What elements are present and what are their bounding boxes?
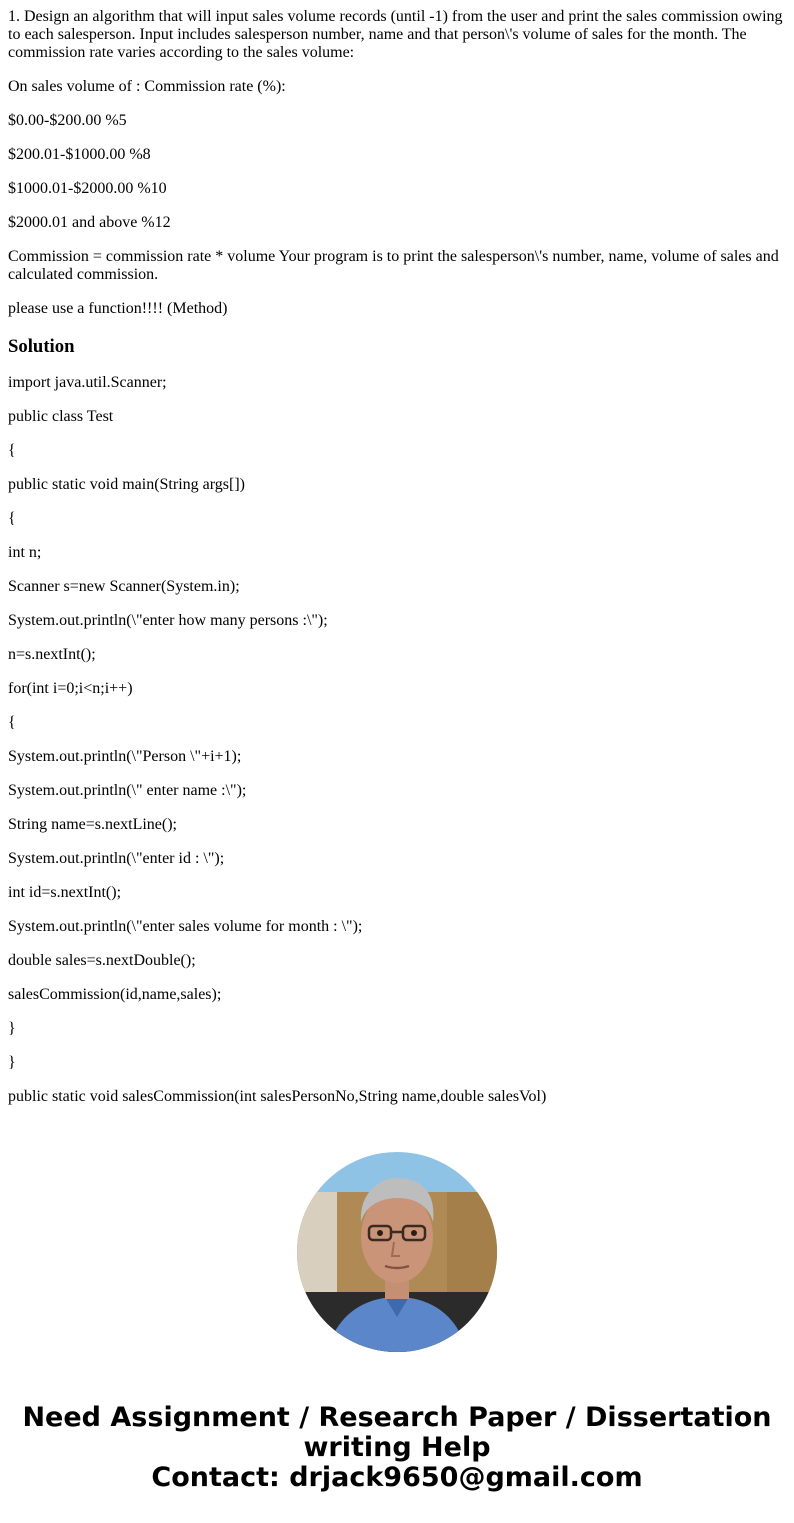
code-line: n=s.nextInt(); [8, 646, 96, 663]
code-line: for(int i=0;i<n;i++) [8, 680, 133, 697]
code-line: salesCommission(id,name,sales); [8, 986, 222, 1003]
code-line: System.out.println(\"Person \"+i+1); [8, 748, 242, 765]
code-line: public static void main(String args[]) [8, 476, 245, 493]
banner-line: writing Help [303, 1432, 491, 1463]
code-line: System.out.println(\"enter id : \"); [8, 850, 225, 867]
help-banner [0, 1403, 794, 1493]
code-line: System.out.println(\"enter how many persons :\"); [8, 612, 328, 629]
banner-line: Need Assignment / Research Paper / Dissertation [22, 1402, 772, 1433]
avatar [297, 1152, 497, 1352]
code-line: int n; [8, 544, 42, 561]
code-line: } [8, 1054, 16, 1071]
code-line: String name=s.nextLine(); [8, 816, 177, 833]
rate-row: $200.01-$1000.00 %8 [8, 146, 151, 163]
code-line: public class Test [8, 408, 114, 425]
person-portrait-icon [297, 1152, 497, 1352]
commission-formula: Commission = commission rate * volume Your program is to print the salesperson\'s number, name, volume of sales and calculated commission. [8, 248, 779, 283]
method-note: please use a function!!!! (Method) [8, 300, 228, 317]
code-line: } [8, 1020, 16, 1037]
page-content [8, 8, 786, 1122]
code-line: import java.util.Scanner; [8, 374, 167, 391]
code-line: double sales=s.nextDouble(); [8, 952, 196, 969]
code-line: { [8, 510, 16, 527]
question-intro: 1. Design an algorithm that will input sales volume records (until -1) from the user and print the sales commission owing to each salesperson. Input includes salesperson number, name and that person\'s volume of sales for the month. The commission rate varies according to the sales volume: [8, 8, 783, 61]
rate-row: $2000.01 and above %12 [8, 214, 171, 231]
solution-code [8, 374, 786, 1106]
solution-heading: Solution [8, 336, 75, 357]
code-line: System.out.println(\" enter name :\"); [8, 782, 247, 799]
rate-table-header: On sales volume of : Commission rate (%): [8, 78, 286, 95]
code-line: int id=s.nextInt(); [8, 884, 122, 901]
code-line: Scanner s=new Scanner(System.in); [8, 578, 240, 595]
code-line: public static void salesCommission(int salesPersonNo,String name,double salesVol) [8, 1088, 547, 1105]
question-section [8, 8, 786, 318]
code-line: System.out.println(\"enter sales volume for month : \"); [8, 918, 363, 935]
rate-row: $0.00-$200.00 %5 [8, 112, 127, 129]
code-line: { [8, 714, 16, 731]
rate-row: $1000.01-$2000.00 %10 [8, 180, 167, 197]
banner-contact: Contact: drjack9650@gmail.com [151, 1462, 643, 1493]
code-line: { [8, 442, 16, 459]
